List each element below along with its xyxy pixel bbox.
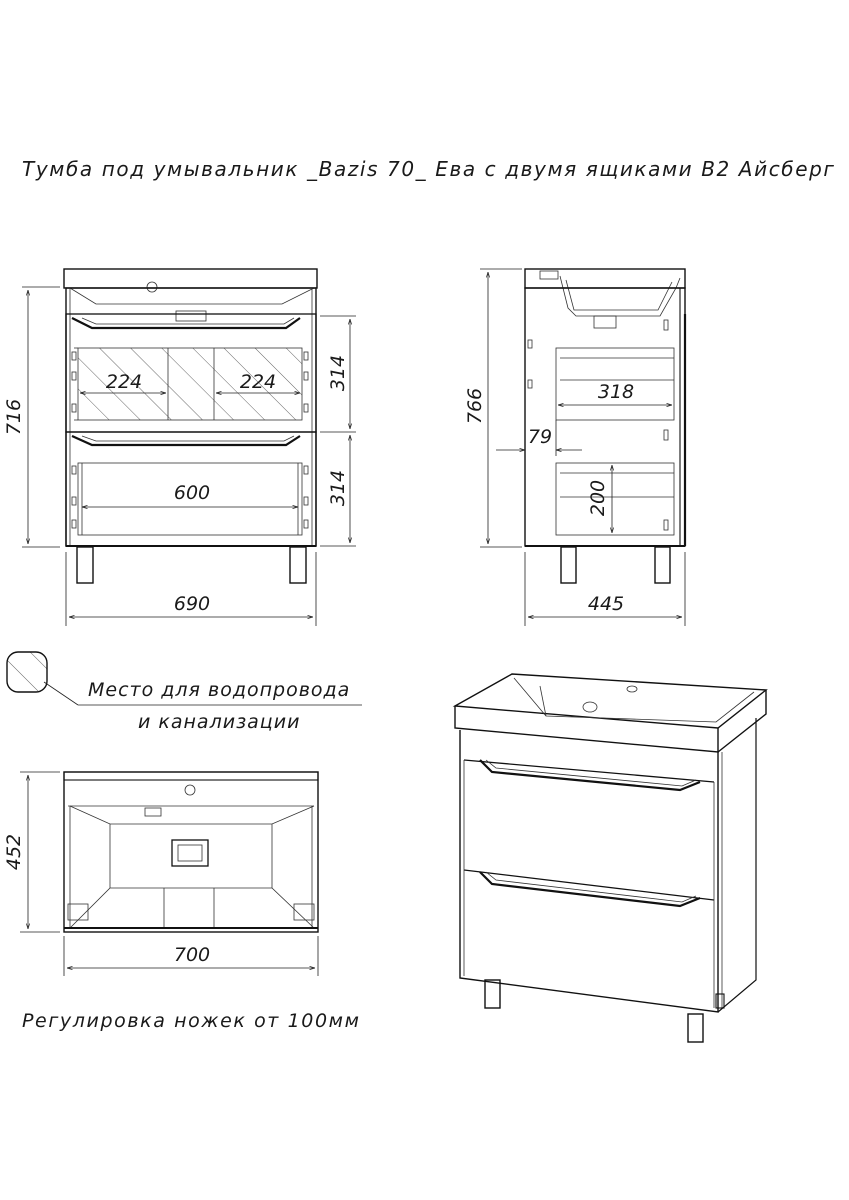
dim-top-width-700: 700 — [173, 944, 211, 966]
legend-line-2: и канализации — [138, 711, 301, 733]
dim-drawer-top-314: 314 — [327, 354, 349, 392]
dim-inner-width-600: 600 — [173, 482, 211, 504]
side-view — [464, 269, 685, 626]
dim-width-690: 690 — [173, 593, 211, 615]
dim-drawer-height-200: 200 — [587, 479, 609, 517]
front-view — [3, 269, 356, 626]
dim-height-716: 716 — [3, 398, 25, 436]
dim-section-right-224: 224 — [239, 371, 277, 393]
dim-section-left-224: 224 — [105, 371, 143, 393]
dim-offset-79: 79 — [527, 426, 553, 448]
plumbing-zone-symbol — [7, 652, 47, 692]
dim-drawer-depth-318: 318 — [597, 381, 635, 403]
dim-height-766: 766 — [464, 387, 486, 425]
dim-depth-445: 445 — [587, 593, 625, 615]
legend-line-1: Место для водопровода — [88, 679, 351, 701]
top-view — [3, 772, 318, 976]
dim-top-depth-452: 452 — [3, 833, 25, 871]
legs-adjustment-note: Регулировка ножек от 100мм — [22, 1010, 361, 1032]
plumbing-legend — [7, 652, 362, 733]
dim-drawer-bottom-314: 314 — [327, 469, 349, 507]
drawing-title: Тумба под умывальник _Bazis 70_ Ева с двумя ящиками В2 Айсберг — [22, 157, 836, 181]
isometric-view — [455, 674, 766, 1042]
